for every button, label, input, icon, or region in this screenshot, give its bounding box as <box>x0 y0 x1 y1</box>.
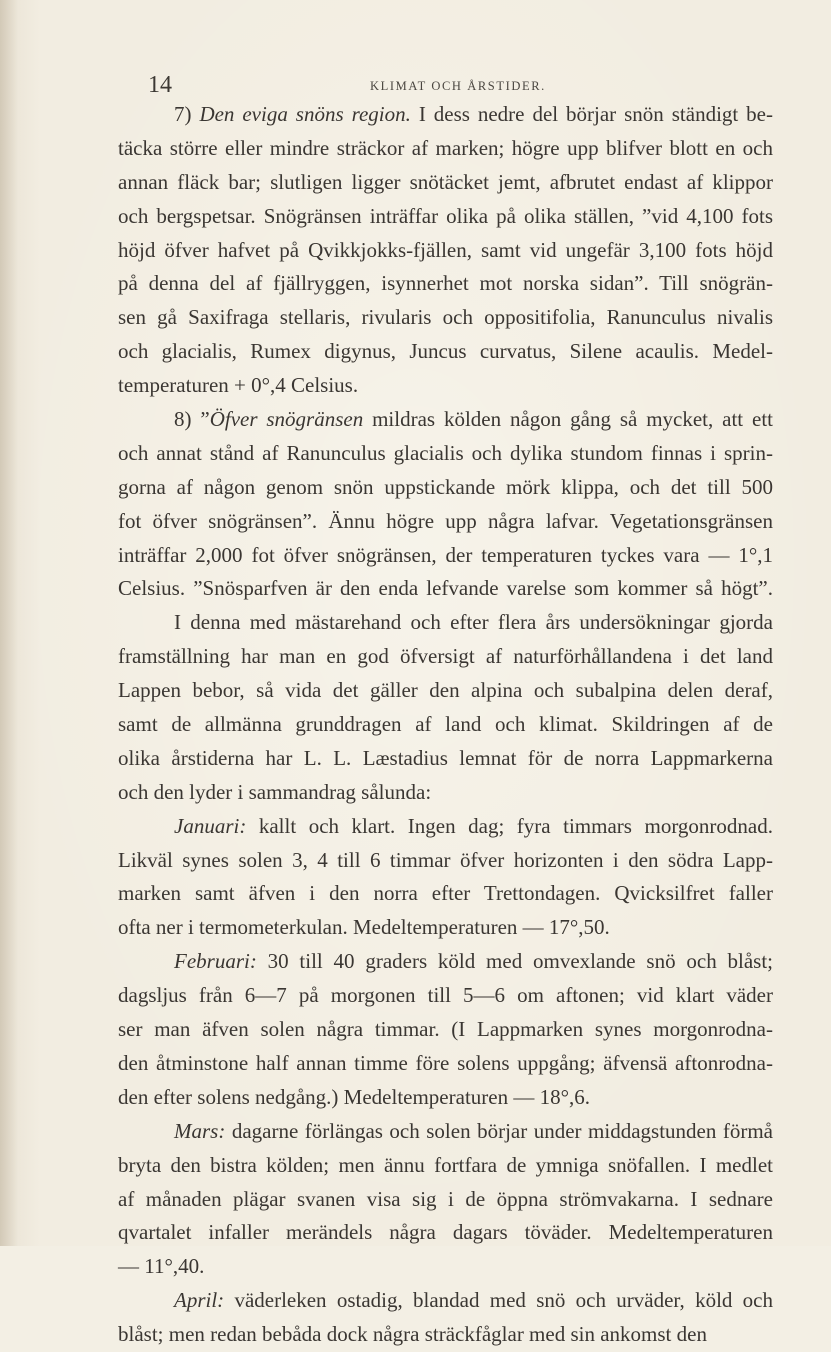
text-line <box>118 810 773 844</box>
text-line <box>118 369 773 403</box>
text-line <box>118 1183 773 1217</box>
text-line <box>118 572 773 606</box>
text-run: olika årstiderna har L. L. Læstadius lemnat för de norra Lappmarkerna <box>118 745 773 770</box>
italic-heading: Januari: <box>174 813 247 838</box>
text-run: Lappen bebor, så vida det gäller den alpina och subalpina delen deraf, <box>118 678 773 703</box>
text-line <box>118 742 773 776</box>
text-line <box>118 640 773 674</box>
text-line <box>118 708 773 742</box>
text-line <box>118 98 773 132</box>
text-line <box>118 166 773 200</box>
text-run: gorna af någon genom snön uppstickande mörk klippa, och det till 500 <box>118 474 773 499</box>
text-line <box>118 1318 773 1352</box>
text-line <box>118 776 773 810</box>
text-run: qvartalet infaller merändels några dagars töväder. Medeltemperaturen <box>118 1220 773 1245</box>
text-run: marken samt äfven i den norra efter Trettondagen. Qvicksilfret faller <box>118 881 773 906</box>
running-head <box>0 68 831 98</box>
page-gutter-shadow <box>0 0 18 1246</box>
text-run: mildras kölden någon gång så mycket, att ett <box>363 407 773 432</box>
text-line <box>118 674 773 708</box>
text-line <box>118 539 773 573</box>
text-run: den åtminstone half annan timme före solens uppgång; äfvensä aftonrodna- <box>118 1050 773 1075</box>
italic-heading: April: <box>174 1288 225 1313</box>
page-number: 14 <box>148 72 172 98</box>
text-line <box>118 1047 773 1081</box>
text-run: den efter solens nedgång.) Medeltemperaturen — 18°,6. <box>118 1084 590 1109</box>
text-run: på denna del af fjällryggen, isynnerhet mot norska sidan”. Till snögrän- <box>118 271 773 296</box>
text-line <box>118 505 773 539</box>
text-run: framställning har man en god öfversigt af naturförhållandena i det land <box>118 644 773 669</box>
text-line <box>118 1284 773 1318</box>
text-run: temperaturen + 0°,4 Celsius. <box>118 373 359 398</box>
text-run: väderleken ostadig, blandad med snö och urväder, köld och <box>224 1288 773 1313</box>
text-line <box>118 877 773 911</box>
text-run: 7) <box>174 102 200 126</box>
running-head-title: KLIMAT OCH ÅRSTIDER. <box>370 79 546 93</box>
text-run: annan fläck bar; slutligen ligger snötäcket jemt, afbrutet endast af klippor <box>118 169 773 194</box>
text-run: blåst; men redan bebåda dock några sträckfåglar med sin ankomst den <box>118 1322 707 1347</box>
text-run: och bergspetsar. Snögränsen inträffar olika på olika ställen, ”vid 4,100 fots <box>118 203 773 228</box>
text-line <box>118 844 773 878</box>
text-line <box>118 1216 773 1250</box>
text-line <box>118 132 773 166</box>
text-run: af månaden plägar svanen visa sig i de öppna strömvakarna. I sednare <box>118 1186 773 1211</box>
text-line <box>118 267 773 301</box>
text-line <box>118 471 773 505</box>
text-line <box>118 1149 773 1183</box>
text-run: dagarne förlängas och solen börjar under middagstunden förmå <box>225 1118 773 1143</box>
text-run: och den lyder i sammandrag sålunda: <box>118 779 432 804</box>
text-run: kallt och klart. Ingen dag; fyra timmars morgonrodnad. <box>246 813 773 838</box>
text-run: — 11°,40. <box>118 1254 205 1279</box>
text-run: ofta ner i termometerkulan. Medeltemperaturen — 17°,50. <box>118 915 610 940</box>
text-run: inträffar 2,000 fot öfver snögränsen, der temperaturen tyckes vara — 1°,1 <box>118 542 773 567</box>
text-line <box>118 403 773 437</box>
text-line <box>118 979 773 1013</box>
text-run: sen gå Saxifraga stellaris, rivularis och oppositifolia, Ranunculus nivalis <box>118 305 773 330</box>
text-run: Likväl synes solen 3, 4 till 6 timmar öfver horizonten i den södra Lapp- <box>118 847 773 872</box>
text-line <box>118 200 773 234</box>
italic-heading: Februari: <box>174 949 257 974</box>
text-run: Celsius. ”Snösparfven är den enda lefvande varelse som kommer så högt”. <box>118 576 773 601</box>
italic-heading: Den eviga snöns region. <box>199 102 411 126</box>
text-line <box>118 301 773 335</box>
italic-heading: Mars: <box>174 1118 226 1143</box>
text-line <box>118 437 773 471</box>
text-run: dagsljus från 6—7 på morgonen till 5—6 om aftonen; vid klart väder <box>118 983 773 1008</box>
text-run: ser man äfven solen några timmar. (I Lappmarken synes morgonrodna- <box>118 1017 773 1042</box>
text-line <box>118 335 773 369</box>
text-run: 8) ” <box>174 407 210 432</box>
text-run: täcka större eller mindre sträckor af marken; högre upp blifver blott en och <box>118 135 773 160</box>
text-run: och annat stånd af Ranunculus glacialis och dylika stundom finnas i sprin- <box>118 440 773 465</box>
body-text <box>118 98 773 1352</box>
text-line <box>118 945 773 979</box>
text-run: höjd öfver hafvet på Qvikkjokks-fjällen, samt vid ungefär 3,100 fots höjd <box>118 237 773 262</box>
text-line <box>118 606 773 640</box>
text-line <box>118 911 773 945</box>
italic-heading: Öfver snögränsen <box>209 407 364 432</box>
text-line <box>118 1013 773 1047</box>
text-run: bryta den bistra kölden; men ännu fortfara de ymniga snöfallen. I medlet <box>118 1152 773 1177</box>
text-line <box>118 1081 773 1115</box>
text-run: 30 till 40 graders köld med omvexlande snö och blåst; <box>256 949 773 974</box>
text-run: samt de allmänna grunddragen af land och klimat. Skildringen af de <box>118 712 773 737</box>
text-run: I denna med mästarehand och efter flera års undersökningar gjorda <box>174 610 773 635</box>
text-line <box>118 1115 773 1149</box>
text-run: I dess nedre del börjar snön ständigt be- <box>410 102 773 126</box>
text-line <box>118 1250 773 1284</box>
text-line <box>118 234 773 268</box>
text-run: och glacialis, Rumex digynus, Juncus curvatus, Silene acaulis. Medel- <box>118 339 773 364</box>
text-run: fot öfver snögränsen”. Ännu högre upp några lafvar. Vegetationsgränsen <box>118 508 773 533</box>
